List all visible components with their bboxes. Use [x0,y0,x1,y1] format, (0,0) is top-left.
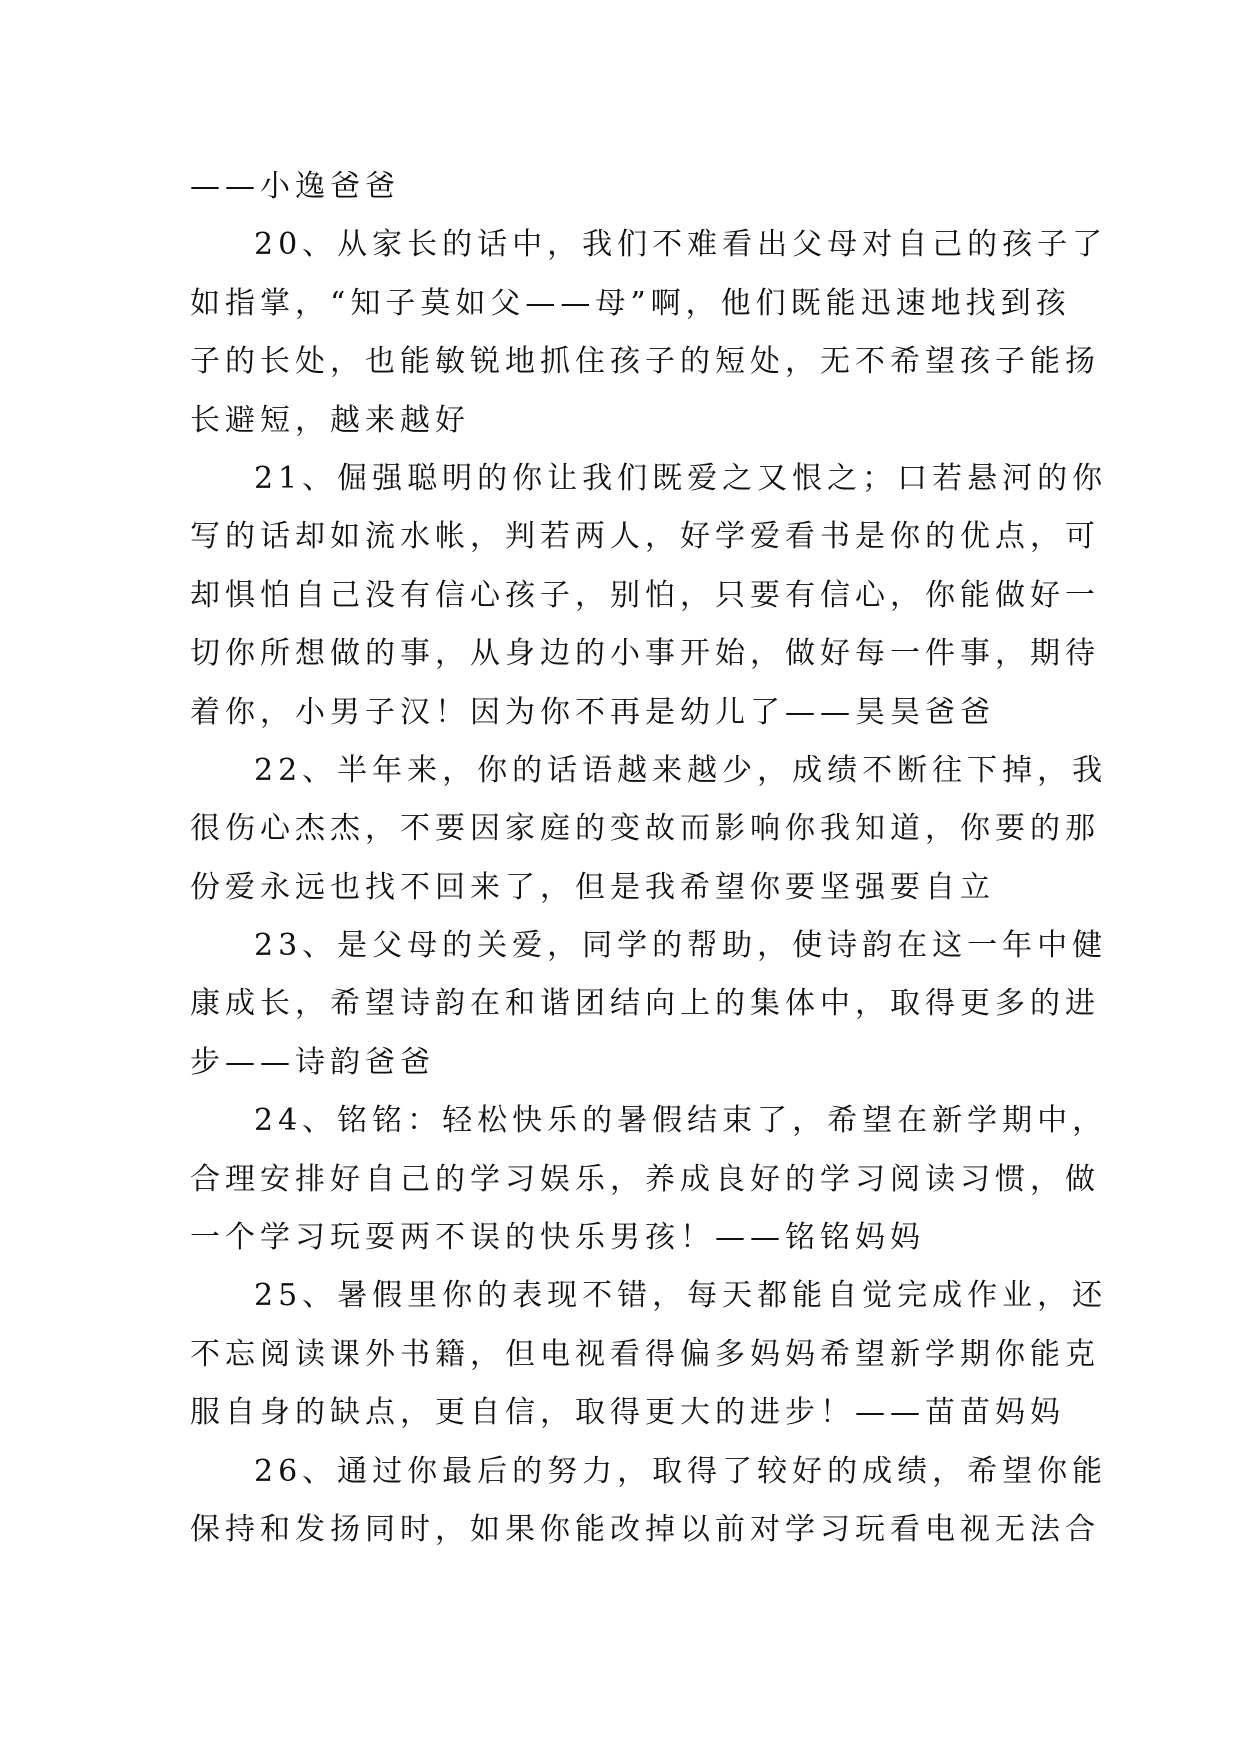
text-line: 份爱永远也找不回来了，但是我希望你要坚强要自立 [190,869,995,905]
text-line: 子的长处，也能敏锐地抓住孩子的短处，无不希望孩子能扬 [190,344,1100,380]
paragraph-25-line: 25、暑假里你的表现不错，每天都能自觉完成作业，还 [254,1278,1108,1314]
text-line: 切你所想做的事，从身边的小事开始，做好每一件事，期待 [190,636,1100,672]
paragraph-26-line: 26、通过你最后的努力，取得了较好的成绩，希望你能 [254,1453,1108,1489]
paragraph-20-line: 20、从家长的话中，我们不难看出父母对自己的孩子了 [254,227,1108,263]
text-line: 保持和发扬同时，如果你能改掉以前对学习玩看电视无法合 [190,1511,1100,1547]
text-line: ——小逸爸爸 [190,169,400,204]
text-line: 如指掌，“知子莫如父——母”啊，他们既能迅速地找到孩 [190,285,1071,321]
text-line: 一个学习玩耍两不误的快乐男孩！——铭铭妈妈 [190,1220,925,1256]
text-line: 不忘阅读课外书籍，但电视看得偏多妈妈希望新学期你能克 [190,1336,1100,1372]
paragraph-24-line: 24、铭铭：轻松快乐的暑假结束了，希望在新学期中， [254,1103,1108,1139]
text-line: 步——诗韵爸爸 [190,1044,435,1080]
text-line: 却惧怕自己没有信心孩子，别怕，只要有信心，你能做好一 [190,577,1100,613]
paragraph-23-line: 23、是父母的关爱，同学的帮助，使诗韵在这一年中健 [254,928,1108,964]
text-line: 写的话却如流水帐，判若两人，好学爱看书是你的优点，可 [190,519,1100,555]
text-line: 长避短，越来越好 [190,402,470,438]
text-line: 合理安排好自己的学习娱乐，养成良好的学习阅读习惯，做 [190,1161,1100,1197]
text-line: 康成长，希望诗韵在和谐团结向上的集体中，取得更多的进 [190,986,1100,1022]
text-line: 着你，小男子汉！因为你不再是幼儿了——昊昊爸爸 [190,694,995,730]
paragraph-21-line: 21、倔强聪明的你让我们既爱之又恨之；口若悬河的你 [254,460,1108,496]
paragraph-22-line: 22、半年来，你的话语越来越少，成绩不断往下掉，我 [254,752,1108,788]
text-line: 很伤心杰杰，不要因家庭的变故而影响你我知道，你要的那 [190,811,1100,847]
text-line: 服自身的缺点，更自信，取得更大的进步！——苗苗妈妈 [190,1395,1065,1431]
document-body [190,158,1108,1559]
